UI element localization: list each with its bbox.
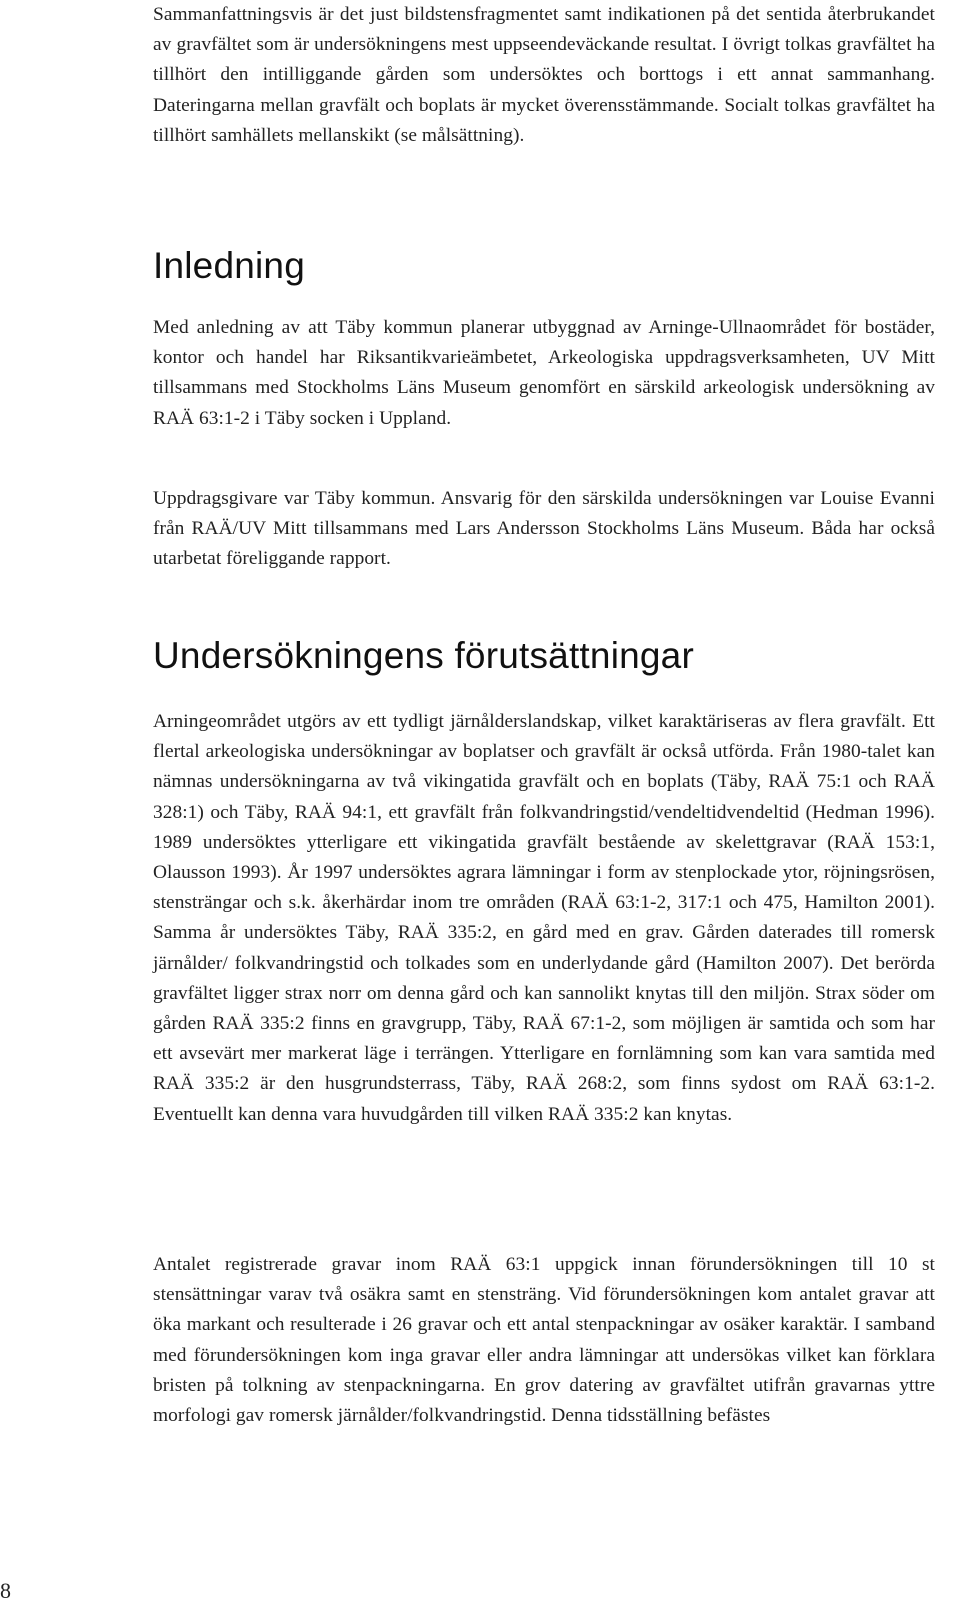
forutsattningar-paragraph-2: Antalet registrerade gravar inom RAÄ 63:1 uppgick innan förundersökningen till 10 st stensättningar varav två osäkra samt en stensträng. Vid förundersökningen kom antalet gravar att öka markant och resulterade i 26 gravar och ett antal stenpackningar av osäker karaktär. I samband med förundersökningen kom inga gravar eller andra lämningar att undersökas vilket kan förklara bristen på tolkning av stenpackningarna. En grov datering av gravfältet utifrån gravarnas yttre morfologi gav romersk järnålder/folkvandringstid. Denna tidsställning befästes xyxy=(153,1254,935,1427)
inledning-paragraph-1: Med anledning av att Täby kommun planerar utbyggnad av Arninge-Ullnaområdet för bostäder, kontor och handel har Riksantikvarieämbetet, Arkeologiska uppdragsverksamheten, UV Mitt tillsammans med Stockholms Läns Museum genomfört en särskild arkeologisk undersökning av RAÄ 63:1-2 i Täby socken i Uppland. xyxy=(153,317,935,429)
summary-paragraph: Sammanfattningsvis är det just bildstensfragmentet samt indikationen på det sentida återbrukandet av gravfältet som är undersökningens mest uppseendeväckande resultat. I övrigt tolkas gravfältet ha tillhört den intilliggande gården som undersöktes och borttogs i ett annat sammanhang. Dateringarna mellan gravfält och boplats är mycket överensstämmande. Socialt tolkas gravfältet ha tillhört samhällets mellanskikt (se målsättning). xyxy=(153,4,935,146)
section-heading-inledning: Inledning xyxy=(153,245,305,286)
page-number: 8 xyxy=(0,1578,11,1603)
inledning-paragraph-2: Uppdragsgivare var Täby kommun. Ansvarig för den särskilda undersökningen var Louise Evanni från RAÄ/UV Mitt tillsammans med Lars Andersson Stockholms Läns Museum. Båda har också utarbetat föreliggande rapport. xyxy=(153,488,935,570)
section-heading-forutsattningar: Undersökningens förutsättningar xyxy=(153,635,694,676)
forutsattningar-paragraph-1: Arningeområdet utgörs av ett tydligt järnålderslandskap, vilket karaktäriseras av flera gravfält. Ett flertal arkeologiska undersökningar av boplatser och gravfält är också utförda. Från 1980-talet kan nämnas undersökningarna av två vikingatida gravfält och en boplats (Täby, RAÄ 75:1 och RAÄ 328:1) och Täby, RAÄ 94:1, ett gravfält från folkvandringstid/vendeltidvendeltid (Hedman 1996). 1989 undersöktes ytterligare ett vikingatida gravfält bestående av skelettgravar (RAÄ 153:1, Olausson 1993). År 1997 undersöktes agrara lämningar i form av stenplockade ytor, röjningsrösen, stensträngar och s.k. åkerhärdar inom tre områden (RAÄ 63:1-2, 317:1 och 475, Hamilton 2001). Samma år undersöktes Täby, RAÄ 335:2, en gård med en grav. Gården daterades till romersk järnålder/ folkvandringstid och tolkades som en underlydande gård (Hamilton 2007). Det berörda gravfältet ligger strax norr om denna gård och kan sannolikt knytas till den miljön. Strax söder om gården RAÄ 335:2 finns en gravgrupp, Täby, RAÄ 67:1-2, som möjligen är samtida och som har ett avsevärt mer markerat läge i terrängen. Ytterligare en fornlämning som kan vara samtida med RAÄ 335:2 är den husgrundsterrass, Täby, RAÄ 268:2, som finns sydost om RAÄ 63:1-2. Eventuellt kan denna vara huvudgården till vilken RAÄ 335:2 kan knytas. xyxy=(153,711,935,1125)
